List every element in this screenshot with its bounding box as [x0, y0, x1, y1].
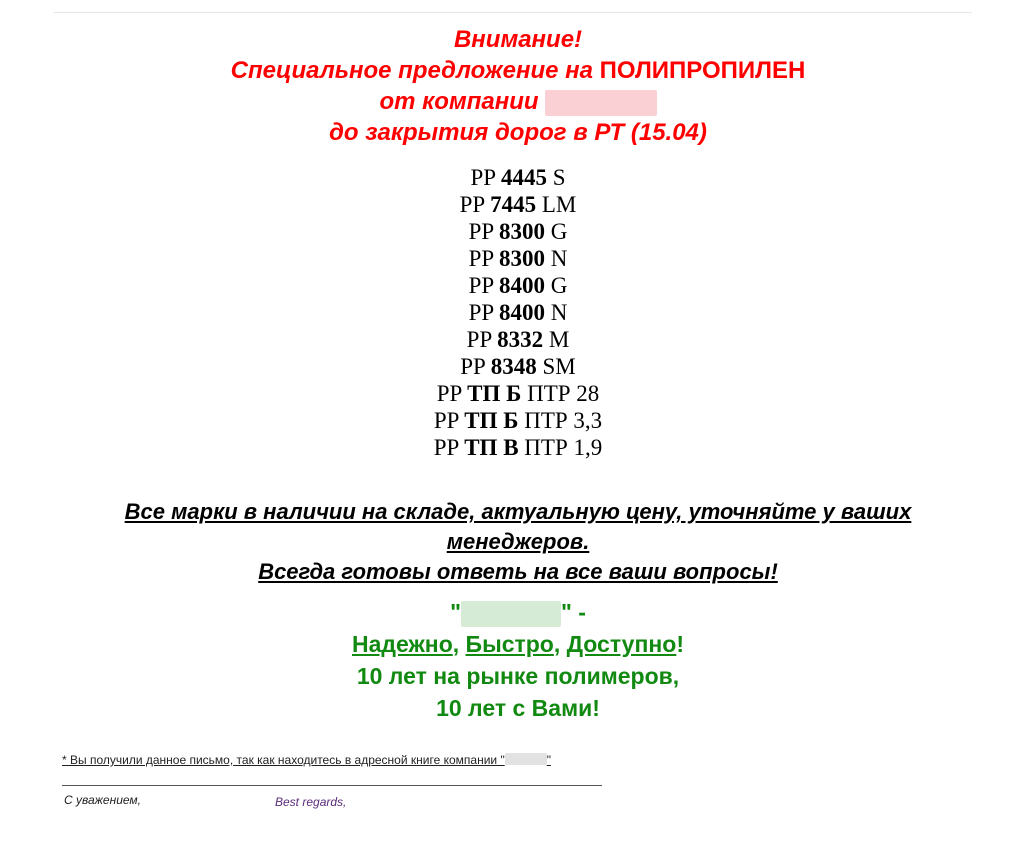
slogan-sep-1: ,	[452, 631, 466, 657]
product-grade: 8400	[499, 300, 546, 325]
headline-company-line	[0, 86, 1036, 117]
subscription-note-text: * Вы получили данное письмо, так как находитесь в адресной книге компании "	[62, 753, 505, 767]
product-variant: M	[543, 327, 570, 352]
signature-english: Best regards,	[275, 795, 347, 809]
subscription-note-end: "	[546, 753, 551, 767]
product-type: PP	[468, 300, 500, 325]
product-variant: G	[545, 273, 568, 298]
redacted-footer-company	[505, 753, 547, 765]
slogan-years-market: 10 лет на рынке полимеров,	[356, 663, 680, 689]
slogan-company-line	[0, 596, 1036, 628]
slogan-word-fast: Быстро	[465, 631, 554, 657]
product-row	[0, 353, 1036, 380]
product-row	[0, 164, 1036, 191]
product-type: PP	[468, 219, 500, 244]
slogan-quote-close: " -	[560, 599, 586, 625]
product-list	[0, 164, 1036, 461]
subscription-note	[62, 753, 551, 767]
top-divider	[54, 12, 972, 13]
product-grade: ТП Б	[464, 408, 519, 433]
product-grade: 8300	[499, 246, 546, 271]
product-grade: 8400	[499, 273, 546, 298]
company-slogan	[0, 596, 1036, 724]
product-row	[0, 407, 1036, 434]
headline-product: ПОЛИПРОПИЛЕН	[599, 57, 806, 84]
product-variant: ПТР 28	[521, 381, 600, 406]
product-type: PP	[433, 435, 465, 460]
slogan-sep-2: ,	[553, 631, 567, 657]
product-grade: 8332	[497, 327, 544, 352]
product-grade: ТП В	[464, 435, 519, 460]
product-row	[0, 245, 1036, 272]
slogan-quote-open: "	[450, 599, 461, 625]
product-type: PP	[470, 165, 501, 190]
redacted-slogan-company	[461, 601, 561, 627]
headline-offer-line	[0, 55, 1036, 86]
product-variant: N	[545, 300, 568, 325]
headline-deadline: до закрытия дорог в РТ (15.04)	[329, 119, 707, 146]
product-type: PP	[468, 273, 500, 298]
product-variant: LM	[536, 192, 577, 217]
footer-divider	[62, 785, 602, 786]
product-grade: ТП Б	[467, 381, 522, 406]
product-variant: ПТР 1,9	[518, 435, 603, 460]
product-row	[0, 326, 1036, 353]
product-variant: G	[545, 219, 568, 244]
offer-headline	[0, 24, 1036, 148]
product-type: PP	[459, 192, 491, 217]
product-variant: ПТР 3,3	[518, 408, 603, 433]
product-grade: 8348	[490, 354, 537, 379]
product-grade: 4445	[500, 165, 547, 190]
product-row	[0, 191, 1036, 218]
redacted-company-name	[545, 90, 657, 116]
availability-notice	[60, 497, 976, 587]
product-grade: 8300	[499, 219, 546, 244]
notice-line-2: Всегда готовы ответь на все ваши вопросы!	[258, 559, 778, 584]
headline-offer-text: Специальное предложение на	[230, 57, 600, 84]
product-row	[0, 299, 1036, 326]
product-type: PP	[436, 381, 468, 406]
notice-line-1: Все марки в наличии на складе, актуальную цену, уточняйте у ваших менеджеров.	[124, 499, 912, 554]
product-grade: 7445	[490, 192, 537, 217]
signature-russian: С уважением,	[64, 793, 141, 807]
slogan-word-reliable: Надежно	[352, 631, 453, 657]
slogan-years-with-you: 10 лет с Вами!	[436, 695, 600, 721]
headline-attention: Внимание!	[453, 26, 583, 53]
headline-company-text: от компании	[379, 88, 539, 115]
product-type: PP	[466, 327, 498, 352]
slogan-word-affordable: Доступно	[566, 631, 677, 657]
product-type: PP	[433, 408, 465, 433]
slogan-end: !	[676, 631, 684, 657]
product-row	[0, 218, 1036, 245]
slogan-values-line	[0, 628, 1036, 660]
product-variant: N	[545, 246, 568, 271]
product-row	[0, 380, 1036, 407]
product-row	[0, 272, 1036, 299]
product-type: PP	[460, 354, 491, 379]
product-row	[0, 434, 1036, 461]
product-variant: S	[546, 165, 566, 190]
product-variant: SM	[536, 354, 576, 379]
product-type: PP	[468, 246, 500, 271]
